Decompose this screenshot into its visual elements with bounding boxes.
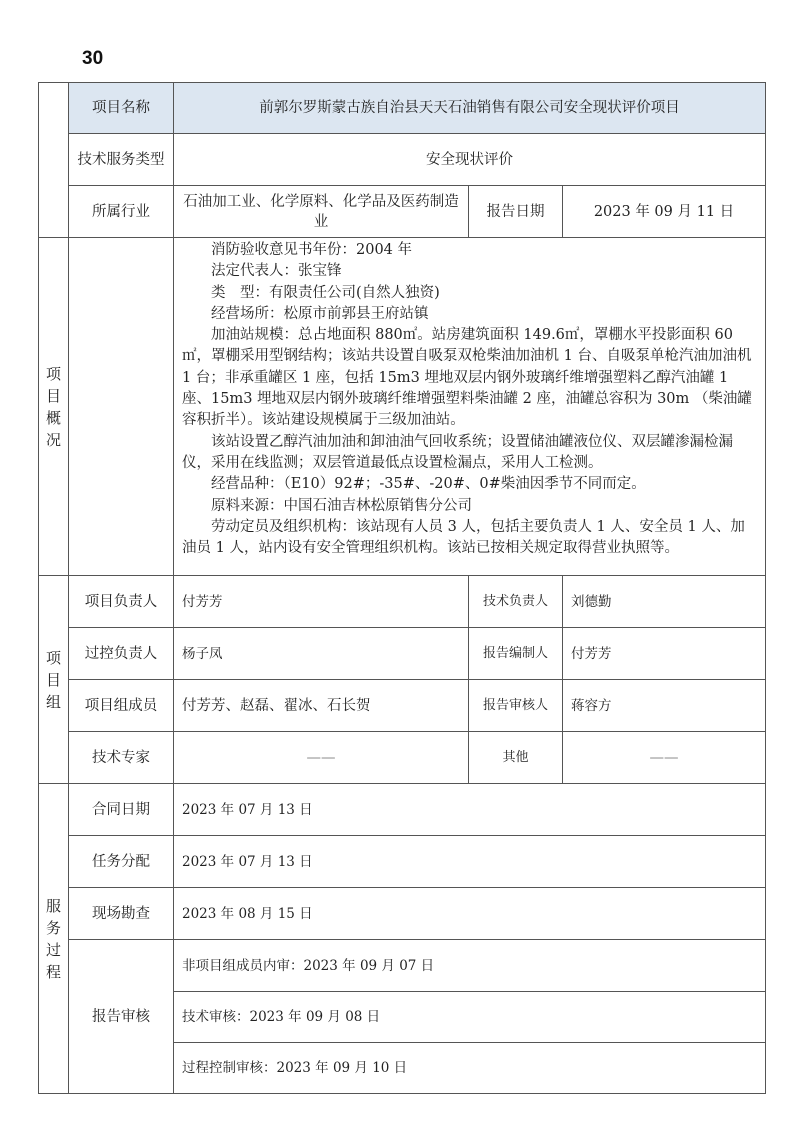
process-label: 任务分配 (69, 836, 174, 888)
project-name-label: 项目名称 (69, 83, 174, 134)
project-name-value: 前郭尔罗斯蒙古族自治县天天石油销售有限公司安全现状评价项目 (174, 83, 766, 134)
team-label: 其他 (469, 732, 563, 784)
review-value: 非项目组成员内审：2023 年 09 月 07 日 (174, 940, 766, 992)
team-label: 项目负责人 (69, 576, 174, 628)
overview-paragraph: 经营品种：（E10）92#；-35#、-20#、0#柴油因季节不同而定。 (211, 476, 646, 493)
team-value: 付芳芳、赵磊、翟冰、石长贺 (174, 680, 469, 732)
process-value: 2023 年 07 月 13 日 (174, 784, 766, 836)
overview-paragraph: 消防验收意见书年份：2004 年 (211, 242, 413, 258)
overview-content (174, 238, 766, 576)
team-label: 技术专家 (69, 732, 174, 784)
service-type-value: 安全现状评价 (174, 134, 766, 186)
report-date-value: 2023 年 09 月 11 日 (563, 186, 766, 238)
team-label: 报告编制人 (469, 628, 563, 680)
team-value: —— (174, 732, 469, 784)
team-value: 刘德勤 (563, 576, 766, 628)
team-table (38, 575, 766, 784)
overview-paragraph: 类 型：有限责任公司(自然人独资) (211, 284, 440, 301)
process-label: 合同日期 (69, 784, 174, 836)
project-info-table (38, 82, 766, 238)
overview-paragraph: 经营场所：松原市前郭县王府站镇 (211, 305, 429, 322)
team-label: 项目组成员 (69, 680, 174, 732)
side-cell-top (39, 83, 69, 238)
team-label: 技术负责人 (469, 576, 563, 628)
process-value: 2023 年 08 月 15 日 (174, 888, 766, 940)
review-value: 技术审核：2023 年 09 月 08 日 (174, 992, 766, 1043)
team-value: 付芳芳 (563, 628, 766, 680)
industry-value: 石油加工业、化学原料、化学品及医药制造业 (174, 186, 469, 238)
process-label: 现场勘查 (69, 888, 174, 940)
team-label: 报告审核人 (469, 680, 563, 732)
overview-paragraph: 法定代表人：张宝锋 (211, 263, 342, 280)
page-number: 30 (82, 48, 104, 69)
process-section-label: 服务过程 (39, 784, 69, 1094)
team-section-label: 项目组 (39, 576, 69, 784)
report-date-label: 报告日期 (469, 186, 563, 238)
review-label: 报告审核 (69, 940, 174, 1094)
team-value: —— (563, 732, 766, 784)
process-value: 2023 年 07 月 13 日 (174, 836, 766, 888)
team-value: 杨子凤 (174, 628, 469, 680)
service-type-label: 技术服务类型 (69, 134, 174, 186)
overview-paragraph: 加油站规模：总占地面积 880㎡。站房建筑面积 149.6㎡，罩棚水平投影面积 60㎡，罩棚采用型钢结构；该站共设置自吸泵双枪柴油加油机 1 台、自吸泵单枪汽油加油机 1 台；非承重罐区 1 座，包括 15m3 埋地双层内钢外玻璃纤维增强塑料乙醇汽油罐 1 座、15m3 埋地双层内钢外玻璃纤维增强塑料柴油罐 2 座，油罐总容积为 30m （柴油罐容积折半）。该站建设规模属于三级加油站。 (182, 327, 752, 429)
process-table (38, 783, 766, 1094)
overview-table (38, 237, 766, 576)
overview-label-empty (69, 238, 174, 576)
team-label: 过控负责人 (69, 628, 174, 680)
industry-label: 所属行业 (69, 186, 174, 238)
review-value: 过程控制审核：2023 年 09 月 10 日 (174, 1043, 766, 1094)
overview-paragraph: 原料来源：中国石油吉林松原销售分公司 (211, 497, 472, 514)
team-value: 付芳芳 (174, 576, 469, 628)
team-value: 蒋容方 (563, 680, 766, 732)
overview-section-label: 项目概况 (39, 238, 69, 576)
overview-paragraph: 劳动定员及组织机构：该站现有人员 3 人，包括主要负责人 1 人、安全员 1 人、加油员 1 人，站内设有安全管理组织机构。该站已按相关规定取得营业执照等。 (182, 518, 745, 557)
overview-paragraph: 该站设置乙醇汽油加油和卸油油气回收系统；设置储油罐液位仪、双层罐渗漏检漏仪，采用在线监测；双层管道最低点设置检漏点，采用人工检测。 (182, 433, 733, 471)
